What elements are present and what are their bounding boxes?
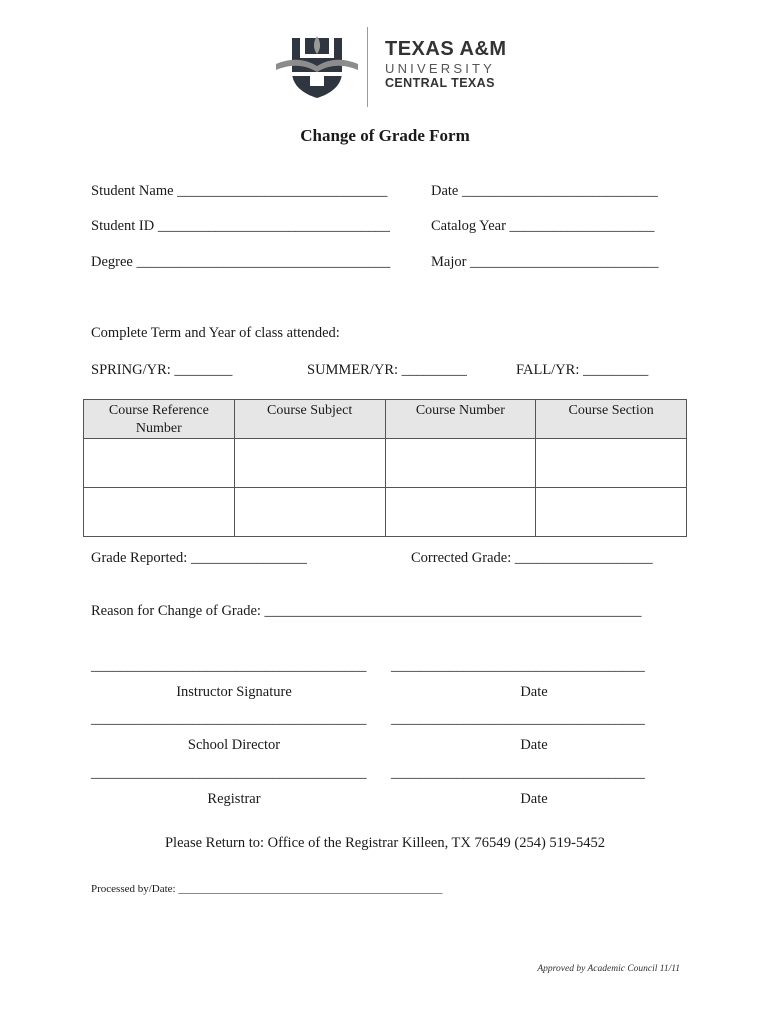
header-course-number: Course Number xyxy=(385,400,536,439)
table-row xyxy=(84,488,687,537)
reason-field[interactable]: Reason for Change of Grade: ____________________________________________________ xyxy=(91,603,642,619)
table-cell[interactable] xyxy=(234,488,385,537)
table-cell[interactable] xyxy=(385,439,536,488)
instructor-signature-line[interactable]: ______________________________________ xyxy=(91,658,367,674)
processed-by-field[interactable]: Processed by/Date: ________________________________________________ xyxy=(91,883,443,895)
university-name-line3: CENTRAL TEXAS xyxy=(385,76,495,90)
catalog-year-field[interactable]: Catalog Year ____________________ xyxy=(431,218,655,234)
registrar-label: Registrar xyxy=(207,791,261,807)
university-name-line2: UNIVERSITY xyxy=(385,61,496,76)
student-id-field[interactable]: Student ID ________________________________ xyxy=(91,218,390,234)
header-course-subject: Course Subject xyxy=(234,400,385,439)
table-row xyxy=(84,439,687,488)
table-cell[interactable] xyxy=(84,439,235,488)
university-name-line1: TEXAS A&M xyxy=(385,38,507,60)
table-cell[interactable] xyxy=(84,488,235,537)
degree-field[interactable]: Degree ___________________________________ xyxy=(91,254,391,270)
student-name-field[interactable]: Student Name _____________________________ xyxy=(91,183,388,199)
university-shield-logo xyxy=(276,34,358,100)
director-date-label: Date xyxy=(520,737,548,753)
table-header-row xyxy=(84,400,687,439)
director-signature-line[interactable]: ______________________________________ xyxy=(91,711,367,727)
instructor-signature-label: Instructor Signature xyxy=(176,684,292,700)
director-date-line[interactable]: ___________________________________ xyxy=(391,711,645,727)
corrected-grade-field[interactable]: Corrected Grade: ___________________ xyxy=(411,550,653,566)
instructor-date-line[interactable]: ___________________________________ xyxy=(391,658,645,674)
table-cell[interactable] xyxy=(536,488,687,537)
term-prompt: Complete Term and Year of class attended: xyxy=(91,325,340,341)
return-address: Please Return to: Office of the Registrar Killeen, TX 76549 (254) 519-5452 xyxy=(164,835,605,851)
school-director-label: School Director xyxy=(187,737,281,753)
header-course-section: Course Section xyxy=(536,400,687,439)
approval-note: Approved by Academic Council 11/11 xyxy=(537,964,680,974)
logo-divider xyxy=(367,27,368,107)
registrar-date-label: Date xyxy=(520,791,548,807)
summer-year-field[interactable]: SUMMER/YR: _________ xyxy=(307,362,467,378)
fall-year-field[interactable]: FALL/YR: _________ xyxy=(516,362,649,378)
course-table xyxy=(83,399,687,537)
date-field[interactable]: Date ___________________________ xyxy=(431,183,658,199)
table-cell[interactable] xyxy=(536,439,687,488)
major-field[interactable]: Major __________________________ xyxy=(431,254,659,270)
table-cell[interactable] xyxy=(385,488,536,537)
header-course-reference-number: Course Reference Number xyxy=(84,400,235,439)
registrar-date-line[interactable]: ___________________________________ xyxy=(391,765,645,781)
registrar-signature-line[interactable]: ______________________________________ xyxy=(91,765,367,781)
grade-reported-field[interactable]: Grade Reported: ________________ xyxy=(91,550,307,566)
instructor-date-label: Date xyxy=(520,684,548,700)
table-cell[interactable] xyxy=(234,439,385,488)
form-title: Change of Grade Form xyxy=(300,126,470,145)
spring-year-field[interactable]: SPRING/YR: ________ xyxy=(91,362,233,378)
